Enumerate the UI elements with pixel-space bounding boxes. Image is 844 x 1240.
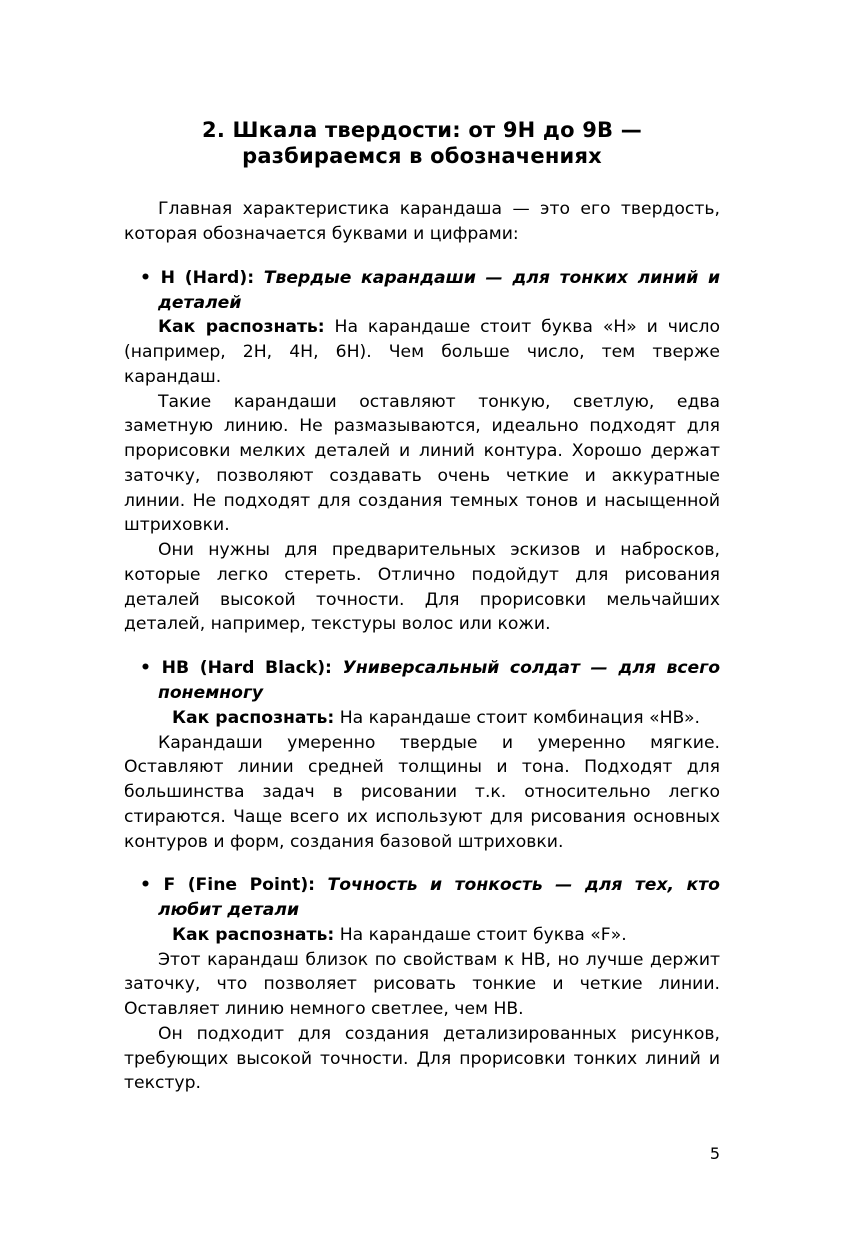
recognize-label: Как распознать: — [172, 707, 335, 728]
section-f-heading — [124, 873, 720, 923]
section-h-heading-italic: Твердые карандаши — для тонких линий и деталей — [158, 267, 720, 313]
recognize-text: На карандаше стоит буква «F». — [334, 924, 627, 945]
section-f-heading-italic: Точность и тонкость — для тех, кто любит детали — [158, 875, 720, 921]
section-f-paragraph-2: Он подходит для создания детализированных рисунков, требующих высокой точности. Для прорисовки тонких линий и текстур. — [124, 1023, 720, 1094]
page-number: 5 — [709, 1144, 720, 1163]
section-h-heading — [124, 266, 720, 316]
recognize-label: Как распознать: — [172, 924, 335, 945]
intro-paragraph: Главная характеристика карандаша — это его твердость, которая обозначается буквами и цифрами: — [124, 199, 720, 244]
section-h-recognize — [124, 315, 720, 389]
chapter-title-line-2: разбираемся в обозначениях — [242, 143, 602, 168]
bullet-marker: • — [140, 658, 151, 679]
section-h-paragraph-2: Они нужны для предварительных эскизов и набросков, которые легко стереть. Отлично подойдут для рисования деталей высокой точности. Для прорисовки мельчайших деталей, например, текстуры волос или кожи. — [124, 540, 720, 635]
section-f-recognize — [124, 923, 720, 948]
section-h-paragraph-1: Такие карандаши оставляют тонкую, светлую, едва заметную линию. Не размазываются, идеально подходят для прорисовки мелких деталей и линий контура. Хорошо держат заточку, позволяют создавать очень четкие и аккуратные линии. Не подходят для создания темных тонов и насыщенной штриховки. — [124, 391, 720, 536]
recognize-text: На карандаше стоит комбинация «HB». — [334, 707, 700, 728]
recognize-label: Как распознать: — [158, 317, 325, 338]
section-hb-heading — [124, 656, 720, 706]
recognize-text: На карандаше стоит буква «H» и число (например, 2H, 4H, 6H). Чем больше число, тем тверже карандаш. — [124, 317, 720, 387]
page-title — [124, 118, 720, 169]
section-hb — [124, 656, 720, 854]
section-hb-recognize — [124, 706, 720, 731]
section-f-paragraph-1: Этот карандаш близок по свойствам к HB, но лучше держит заточку, что позволяет рисовать тонкие и четкие линии. Оставляет линию немного светлее, чем HB. — [124, 949, 720, 1020]
section-hb-heading-bold: HB (Hard Black): — [161, 658, 332, 679]
section-f — [124, 873, 720, 1096]
section-h — [124, 266, 720, 637]
section-h-heading-bold: H (Hard): — [160, 267, 255, 288]
section-hb-heading-italic: Универсальный солдат — для всего понемногу — [158, 658, 721, 703]
section-hb-paragraph-1: Карандаши умеренно твердые и умеренно мягкие. Оставляют линии средней толщины и тона. Подходят для большинства задач в рисовании т.к. относительно легко стираются. Чаще всего их используют для рисования основных контуров и форм, создания базовой штриховки. — [124, 732, 720, 852]
section-f-heading-bold: F (Fine Point): — [163, 875, 316, 896]
bullet-marker: • — [140, 875, 151, 896]
bullet-marker: • — [140, 267, 151, 288]
chapter-title-line-1: 2. Шкала твердости: от 9H до 9B — — [202, 118, 642, 142]
